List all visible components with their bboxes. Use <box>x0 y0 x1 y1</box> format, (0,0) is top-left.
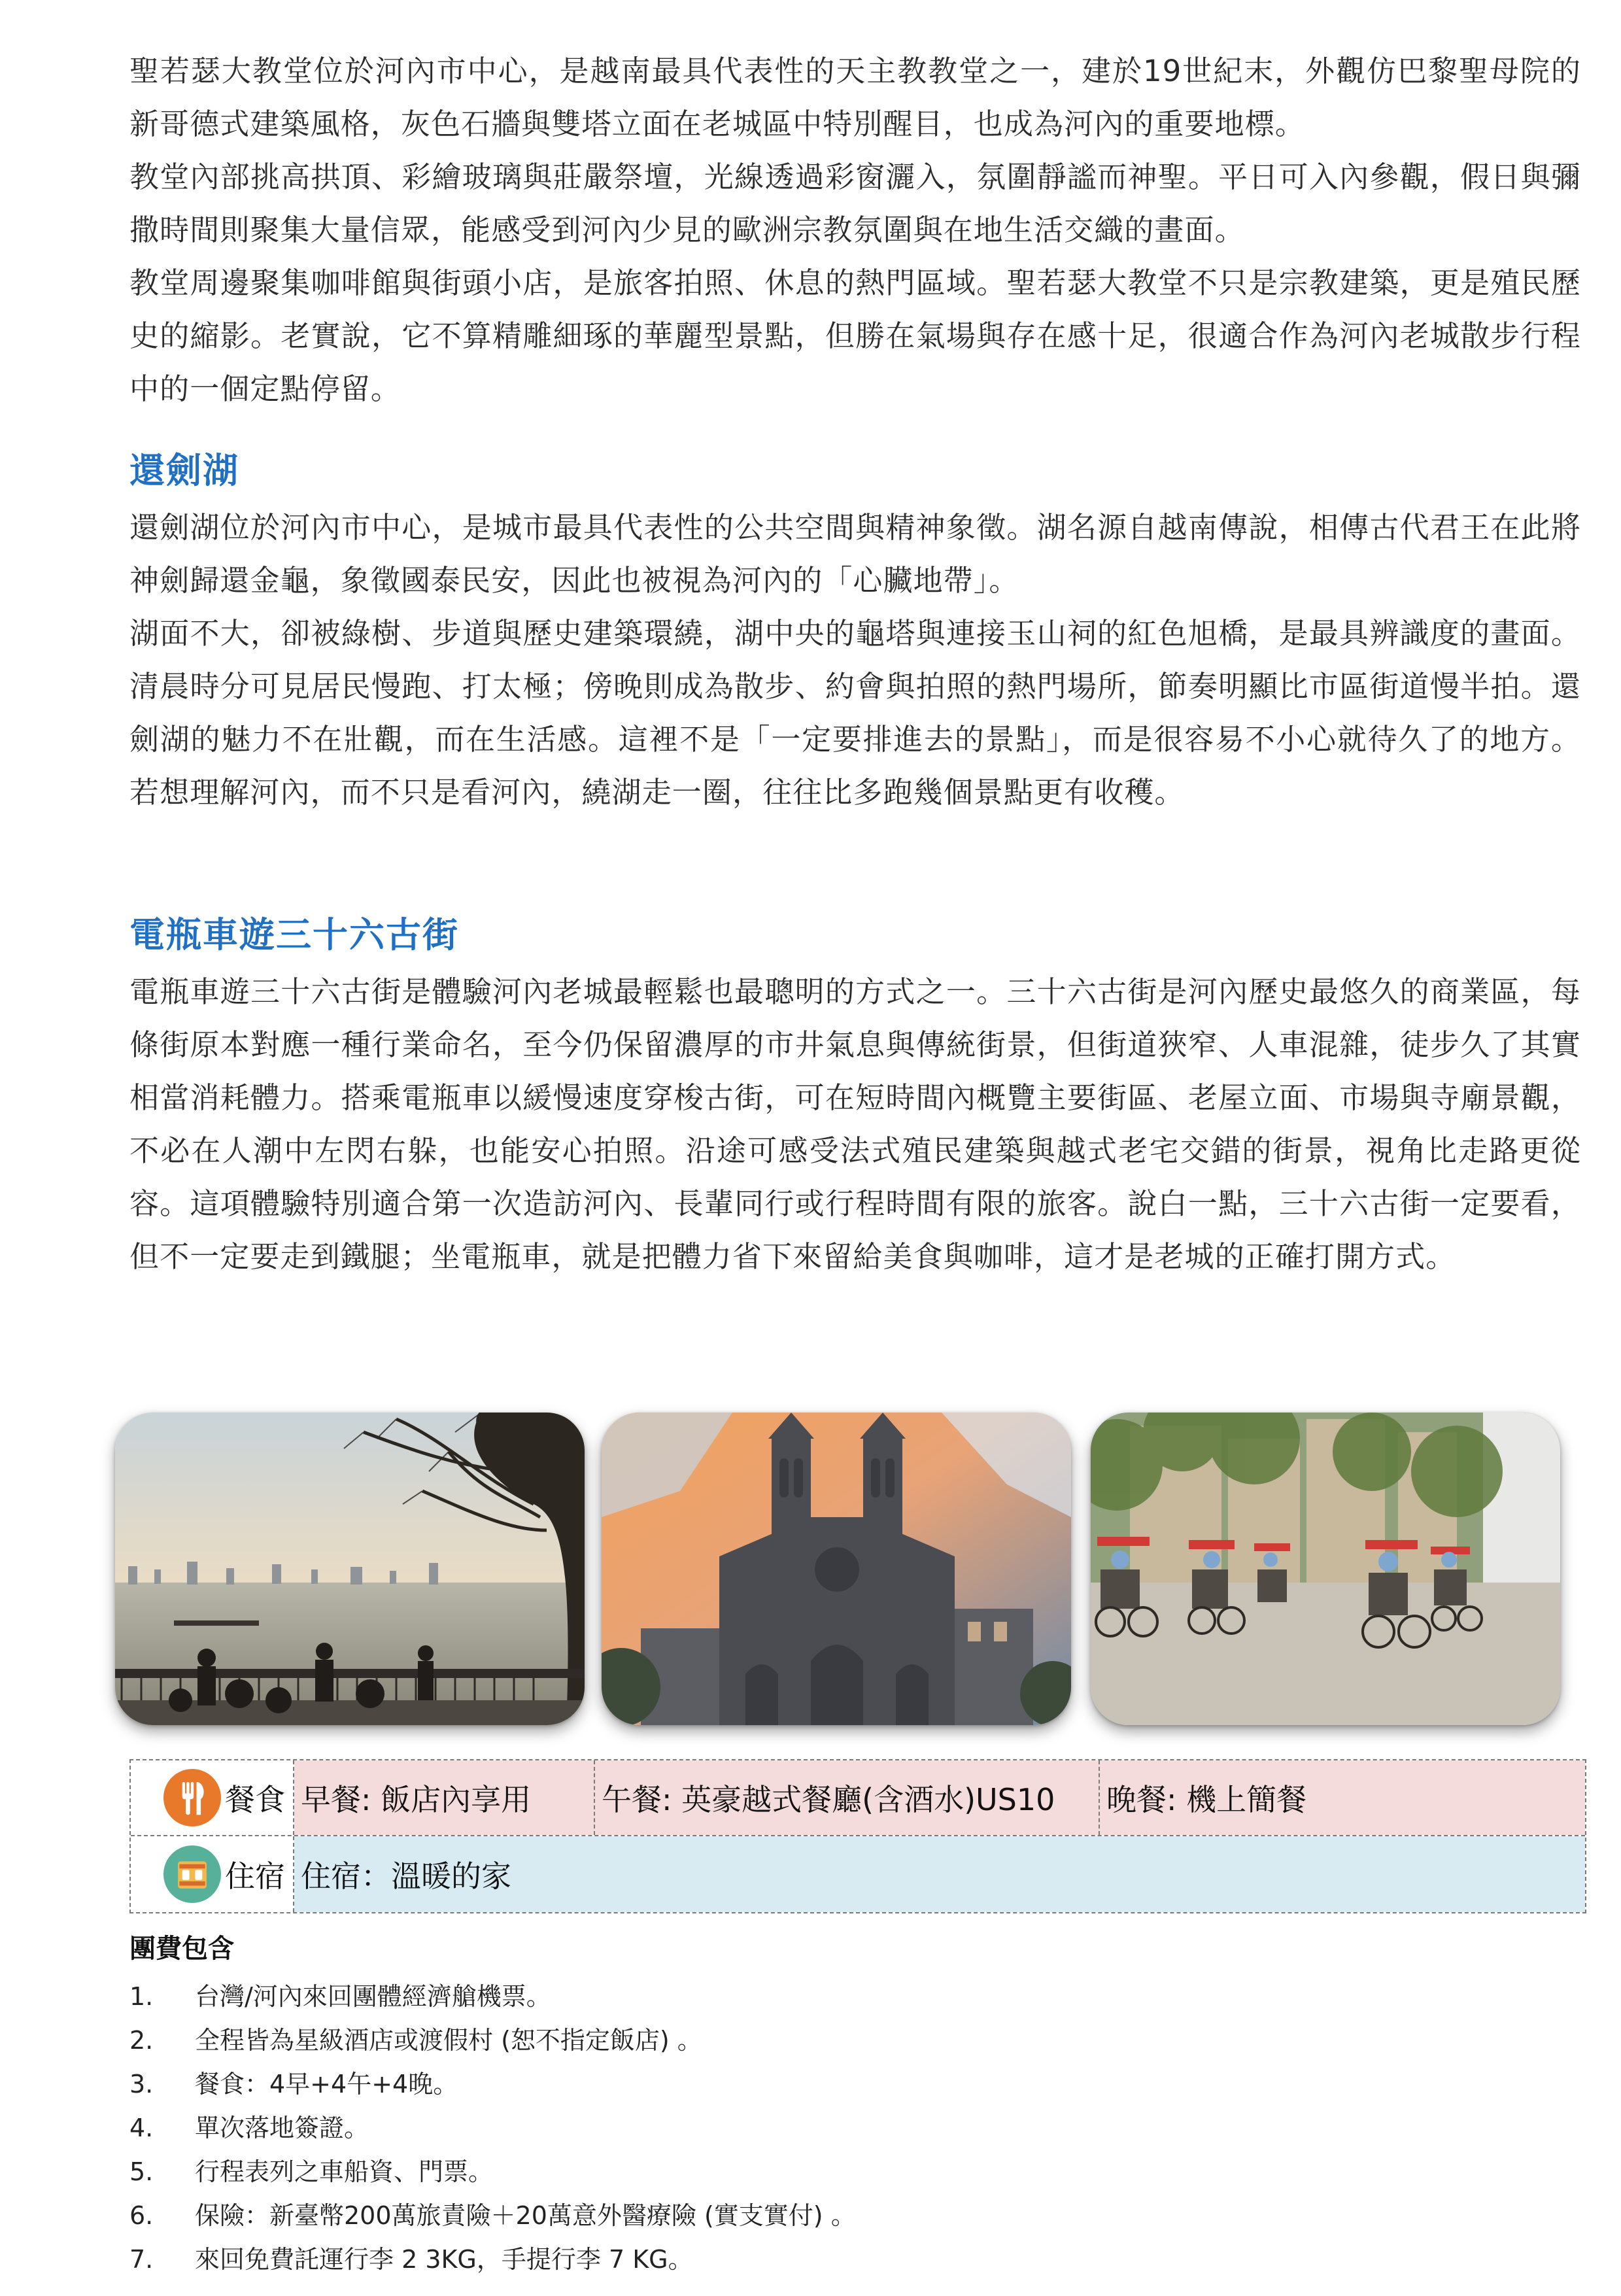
lunch-text: 午餐: 英豪越式餐廳(含酒水)US10 <box>602 1782 1055 1817</box>
list-item-number: 3. <box>129 2070 154 2099</box>
hotel-cell <box>294 1836 1585 1912</box>
cyclo-street-photo <box>1091 1413 1560 1725</box>
street-heading: 電瓶車遊三十六古街 <box>129 914 459 955</box>
breakfast-cell <box>294 1760 595 1835</box>
cathedral-photo <box>602 1413 1071 1725</box>
list-item-number: 2. <box>129 2026 154 2055</box>
list-item-number: 4. <box>129 2114 154 2142</box>
lake-paragraph-2: 湖面不大，卻被綠樹、步道與歷史建築環繞，湖中央的龜塔與連接玉山祠的紅色旭橋，是最具辨識度的畫面。清晨時分可見居民慢跑、打太極；傍晚則成為散步、約會與拍照的熱門場所，節奏明顯比市區街道慢半拍。還劍湖的魅力不在壯觀，而在生活感。這裡不是「一定要排進去的景點」，而是很容易不小心就待久了的地方。若想理解河內，而不只是看河內，繞湖走一圈，往往比多跑幾個景點更有收穫。 <box>129 616 1581 810</box>
breakfast-text: 早餐: 飯店內享用 <box>301 1782 532 1817</box>
meal-row <box>131 1760 1585 1836</box>
list-item-text: 單次落地簽證。 <box>195 2114 369 2142</box>
list-item-text: 行程表列之車船資、門票。 <box>195 2157 494 2186</box>
list-item-number: 5. <box>129 2157 154 2186</box>
hotel-label-cell <box>131 1836 294 1912</box>
meal-label-cell <box>131 1760 294 1835</box>
cathedral-paragraph-3: 教堂周邊聚集咖啡館與街頭小店，是旅客拍照、休息的熱門區域。聖若瑟大教堂不只是宗教建築，更是殖民歷史的縮影。老實說，它不算精雕細琢的華麗型景點，但勝在氣場與存在感十足，很適合作為河內老城散步行程中的一個定點停留。 <box>129 266 1581 406</box>
list-item <box>129 2063 1568 2106</box>
street-paragraph-1: 電瓶車遊三十六古街是體驗河內老城最輕鬆也最聰明的方式之一。三十六古街是河內歷史最悠久的商業區，每條街原本對應一種行業命名，至今仍保留濃厚的市井氣息與傳統街景，但街道狹窄、人車混雜，徒步久了其實相當消耗體力。搭乘電瓶車以緩慢速度穿梭古街，可在短時間內概覽主要街區、老屋立面、市場與寺廟景觀，不必在人潮中左閃右躲，也能安心拍照。沿途可感受法式殖民建築與越式老宅交錯的街景，視角比走路更從容。這項體驗特別適合第一次造訪河內、長輩同行或行程時間有限的旅客。說白一點，三十六古街一定要看，但不一定要走到鐵腿；坐電瓶車，就是把體力省下來留給美食與咖啡，這才是老城的正確打開方式。 <box>129 974 1581 1274</box>
hotel-label: 住宿 <box>225 1859 285 1894</box>
list-item-text: 保險：新臺幣200萬旅責險＋20萬意外醫療險 (實支實付) 。 <box>195 2201 856 2230</box>
lake-paragraph-1: 還劍湖位於河內市中心，是城市最具代表性的公共空間與精神象徵。湖名源自越南傳說，相傳古代君王在此將神劍歸還金龜，象徵國泰民安，因此也被視為河內的「心臟地帶」。 <box>129 510 1581 598</box>
hotel-row <box>131 1836 1585 1912</box>
street-section <box>129 905 1581 1283</box>
utensils-icon <box>163 1769 221 1826</box>
photo-strip <box>0 1413 1621 1739</box>
inclusions-list <box>129 1975 1568 2282</box>
dinner-text: 晚餐: 機上簡餐 <box>1106 1782 1307 1817</box>
list-item-text: 來回免費託運行李 2 3KG，手提行李 7 KG。 <box>195 2245 693 2274</box>
list-item-number: 1. <box>129 1982 154 2011</box>
cathedral-paragraph-1: 聖若瑟大教堂位於河內市中心，是越南最具代表性的天主教教堂之一，建於19世紀末，外觀仿巴黎聖母院的新哥德式建築風格，灰色石牆與雙塔立面在老城區中特別醒目，也成為河內的重要地標。 <box>129 54 1581 141</box>
cathedral-paragraph-2: 教堂內部挑高拱頂、彩繪玻璃與莊嚴祭壇，光線透過彩窗灑入，氛圍靜謐而神聖。平日可入內參觀，假日與彌撒時間則聚集大量信眾，能感受到河內少見的歐洲宗教氛圍與在地生活交織的畫面。 <box>129 160 1581 247</box>
bed-icon <box>163 1845 221 1903</box>
inclusions-title: 團費包含 <box>129 1934 234 1964</box>
lake-heading: 還劍湖 <box>129 450 239 491</box>
lake-section <box>129 441 1581 819</box>
meal-hotel-table <box>129 1759 1586 1913</box>
list-item <box>129 2106 1568 2150</box>
lunch-cell <box>595 1760 1100 1835</box>
list-item-number: 7. <box>129 2245 154 2274</box>
list-item-number: 6. <box>129 2201 154 2230</box>
lake-photo <box>115 1413 585 1725</box>
inclusions-section <box>129 1929 1568 2282</box>
list-item-text: 台灣/河內來回團體經濟艙機票。 <box>195 1982 551 2011</box>
list-item-text: 餐食：4早+4午+4晚。 <box>195 2070 458 2099</box>
list-item <box>129 1975 1568 2019</box>
list-item <box>129 2019 1568 2063</box>
list-item <box>129 2194 1568 2238</box>
hotel-text: 住宿：溫暖的家 <box>301 1859 511 1894</box>
cathedral-section <box>129 44 1581 415</box>
meal-label: 餐食 <box>225 1782 285 1817</box>
list-item <box>129 2150 1568 2194</box>
list-item-text: 全程皆為星級酒店或渡假村 (恕不指定飯店) 。 <box>195 2026 702 2055</box>
dinner-cell <box>1100 1760 1585 1835</box>
list-item <box>129 2238 1568 2282</box>
